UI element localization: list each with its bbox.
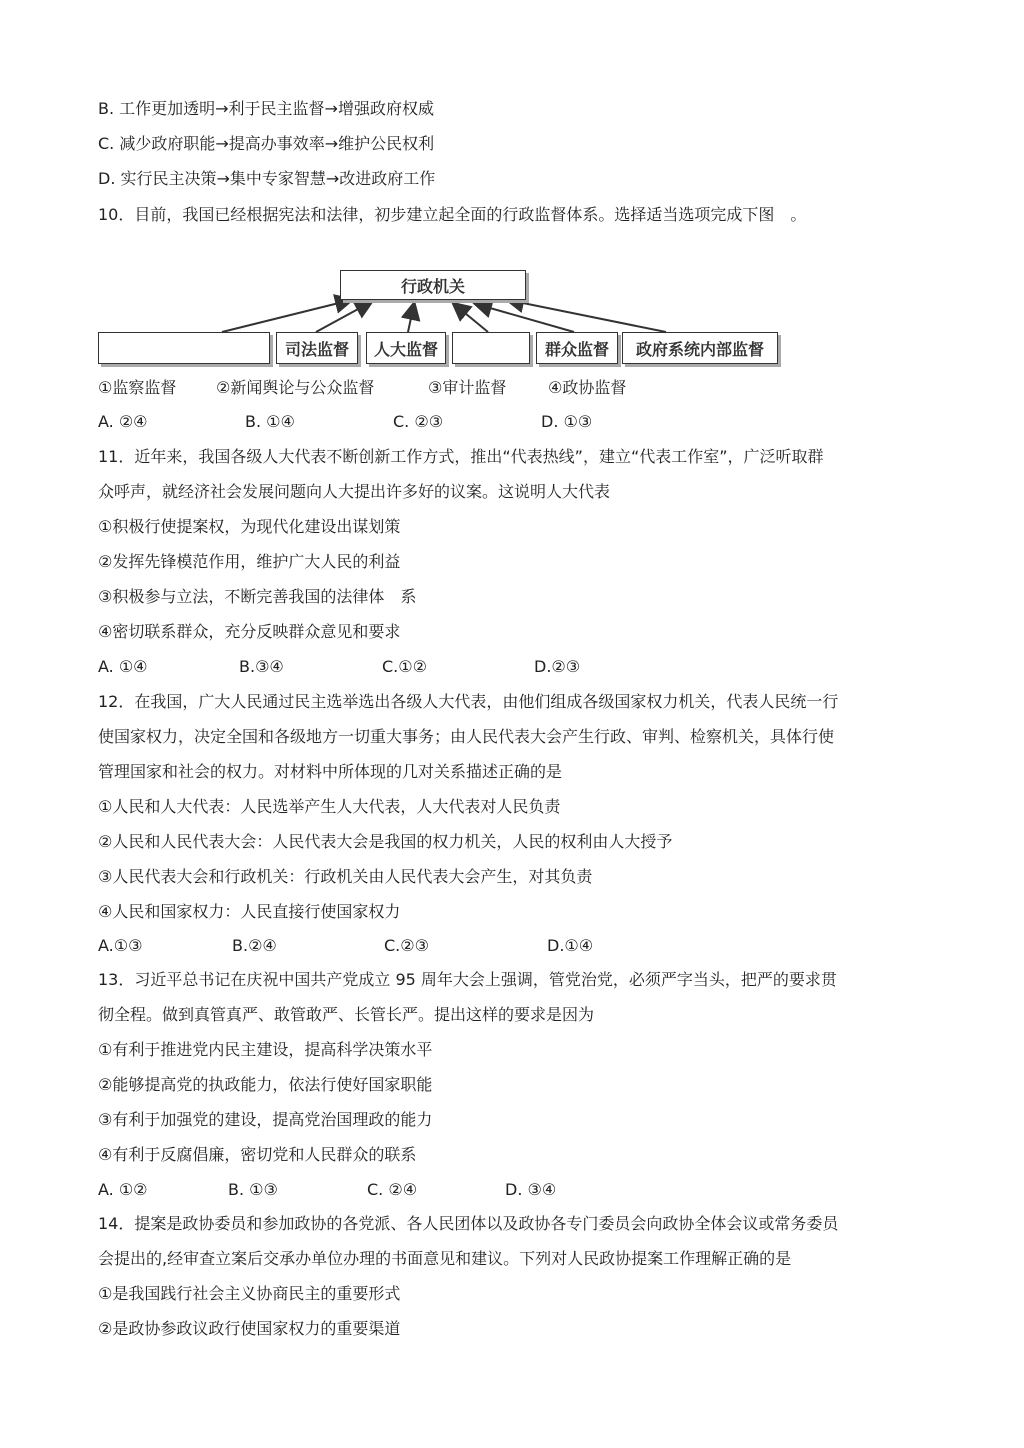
q10-item-2: ②新闻舆论与公众监督 <box>216 378 375 397</box>
q11-statement-4: ④密切联系群众，充分反映群众意见和要求 <box>98 622 401 641</box>
q11-answer-c: C.①② <box>382 657 427 676</box>
q12-answer-d: D.①④ <box>547 936 594 955</box>
box-npc-supervision: 人大监督 <box>366 332 446 364</box>
q13-answer-d: D. ③④ <box>505 1180 557 1199</box>
q13-statement-4: ④有利于反腐倡廉，密切党和人民群众的联系 <box>98 1145 417 1164</box>
q12-statement-1: ①人民和人大代表：人民选举产生人大代表，人大代表对人民负责 <box>98 797 561 816</box>
q12-statement-3: ③人民代表大会和行政机关：行政机关由人民代表大会产生，对其负责 <box>98 867 593 886</box>
q11-stem-line2: 众呼声，就经济社会发展问题向人大提出许多好的议案。这说明人大代表 <box>98 482 611 501</box>
q12-answer-c: C.②③ <box>384 936 429 955</box>
q11-answers <box>98 656 580 678</box>
q12-answers <box>98 935 593 957</box>
q9-option-d: D. 实行民主决策→集中专家智慧→改进政府工作 <box>98 169 436 188</box>
q13-statement-3: ③有利于加强党的建设，提高党治国理政的能力 <box>98 1110 433 1129</box>
q11-statement-3: ③积极参与立法，不断完善我国的法律体 系 <box>98 587 417 606</box>
q10-stem: 10．目前，我国已经根据宪法和法律，初步建立起全面的行政监督体系。选择适当选项完成下图 。 <box>98 205 807 224</box>
q11-statement-1: ①积极行使提案权，为现代化建设出谋划策 <box>98 517 401 536</box>
q13-answers <box>98 1179 556 1201</box>
arrow-5 <box>476 304 574 332</box>
q10-answer-d: D. ①③ <box>541 412 593 431</box>
q10-item-1: ①监察监督 <box>98 378 177 397</box>
q13-statement-2: ②能够提高党的执政能力，依法行使好国家职能 <box>98 1075 433 1094</box>
q10-items <box>98 377 626 399</box>
q11-statement-2: ②发挥先锋模范作用，维护广大人民的利益 <box>98 552 401 571</box>
q10-answer-b: B. ①④ <box>245 412 295 431</box>
q14-stem-line2: 会提出的,经审查立案后交承办单位办理的书面意见和建议。下列对人民政协提案工作理解正确的是 <box>98 1249 792 1268</box>
q10-answers <box>98 411 592 433</box>
supervision-diagram <box>96 268 786 372</box>
q10-item-3: ③审计监督 <box>428 378 507 397</box>
q13-answer-c: C. ②④ <box>367 1180 418 1199</box>
q13-answer-a: A. ①② <box>98 1180 148 1199</box>
q13-answer-b: B. ①③ <box>228 1180 278 1199</box>
q12-statement-2: ②人民和人民代表大会：人民代表大会是我国的权力机关，人民的权利由人大授予 <box>98 832 673 851</box>
box-administrative-organs: 行政机关 <box>340 270 526 300</box>
q10-answer-a: A. ②④ <box>98 412 148 431</box>
q9-option-b: B. 工作更加透明→利于民主监督→增强政府权威 <box>98 99 434 118</box>
q12-statement-4: ④人民和国家权力：人民直接行使国家权力 <box>98 902 401 921</box>
box-government-internal-supervision: 政府系统内部监督 <box>622 332 778 364</box>
q9-option-c: C. 减少政府职能→提高办事效率→维护公民权利 <box>98 134 435 153</box>
q14-statement-2: ②是政协参政议政行使国家权力的重要渠道 <box>98 1319 401 1338</box>
arrow-6 <box>508 300 666 332</box>
q12-stem-line3: 管理国家和社会的权力。对材料中所体现的几对关系描述正确的是 <box>98 762 563 781</box>
arrow-3 <box>408 304 414 332</box>
q13-stem-line1: 13．习近平总书记在庆祝中国共产党成立 95 周年大会上强调，管党治党，必须严字当头，把严的要求贯 <box>98 970 837 989</box>
box-mass-supervision: 群众监督 <box>536 332 618 364</box>
q11-answer-b: B.③④ <box>239 657 284 676</box>
q14-statement-1: ①是我国践行社会主义协商民主的重要形式 <box>98 1284 401 1303</box>
arrow-1 <box>222 300 351 332</box>
q10-item-4: ④政协监督 <box>548 378 627 397</box>
q11-stem-line1: 11．近年来，我国各级人大代表不断创新工作方式，推出“代表热线”，建立“代表工作室”，广泛听取群 <box>98 447 824 466</box>
q14-stem-line1: 14．提案是政协委员和参加政协的各党派、各人民团体以及政协各专门委员会向政协全体会议或常务委员 <box>98 1214 839 1233</box>
q12-answer-a: A.①③ <box>98 936 143 955</box>
q11-answer-a: A. ①④ <box>98 657 148 676</box>
q11-answer-d: D.②③ <box>534 657 581 676</box>
q12-stem-line1: 12．在我国，广大人民通过民主选举选出各级人大代表，由他们组成各级国家权力机关，代表人民统一行 <box>98 692 839 711</box>
arrow-4 <box>454 304 488 332</box>
q13-stem-line2: 彻全程。做到真管真严、敢管敢严、长管长严。提出这样的要求是因为 <box>98 1005 595 1024</box>
box-blank-2 <box>452 332 530 364</box>
box-judicial-supervision: 司法监督 <box>276 332 358 364</box>
q10-answer-c: C. ②③ <box>393 412 444 431</box>
q12-answer-b: B.②④ <box>232 936 277 955</box>
q12-stem-line2: 使国家权力，决定全国和各级地方一切重大事务；由人民代表大会产生行政、审判、检察机关，具体行使 <box>98 727 835 746</box>
box-blank-1 <box>98 332 270 364</box>
q13-statement-1: ①有利于推进党内民主建设，提高科学决策水平 <box>98 1040 433 1059</box>
